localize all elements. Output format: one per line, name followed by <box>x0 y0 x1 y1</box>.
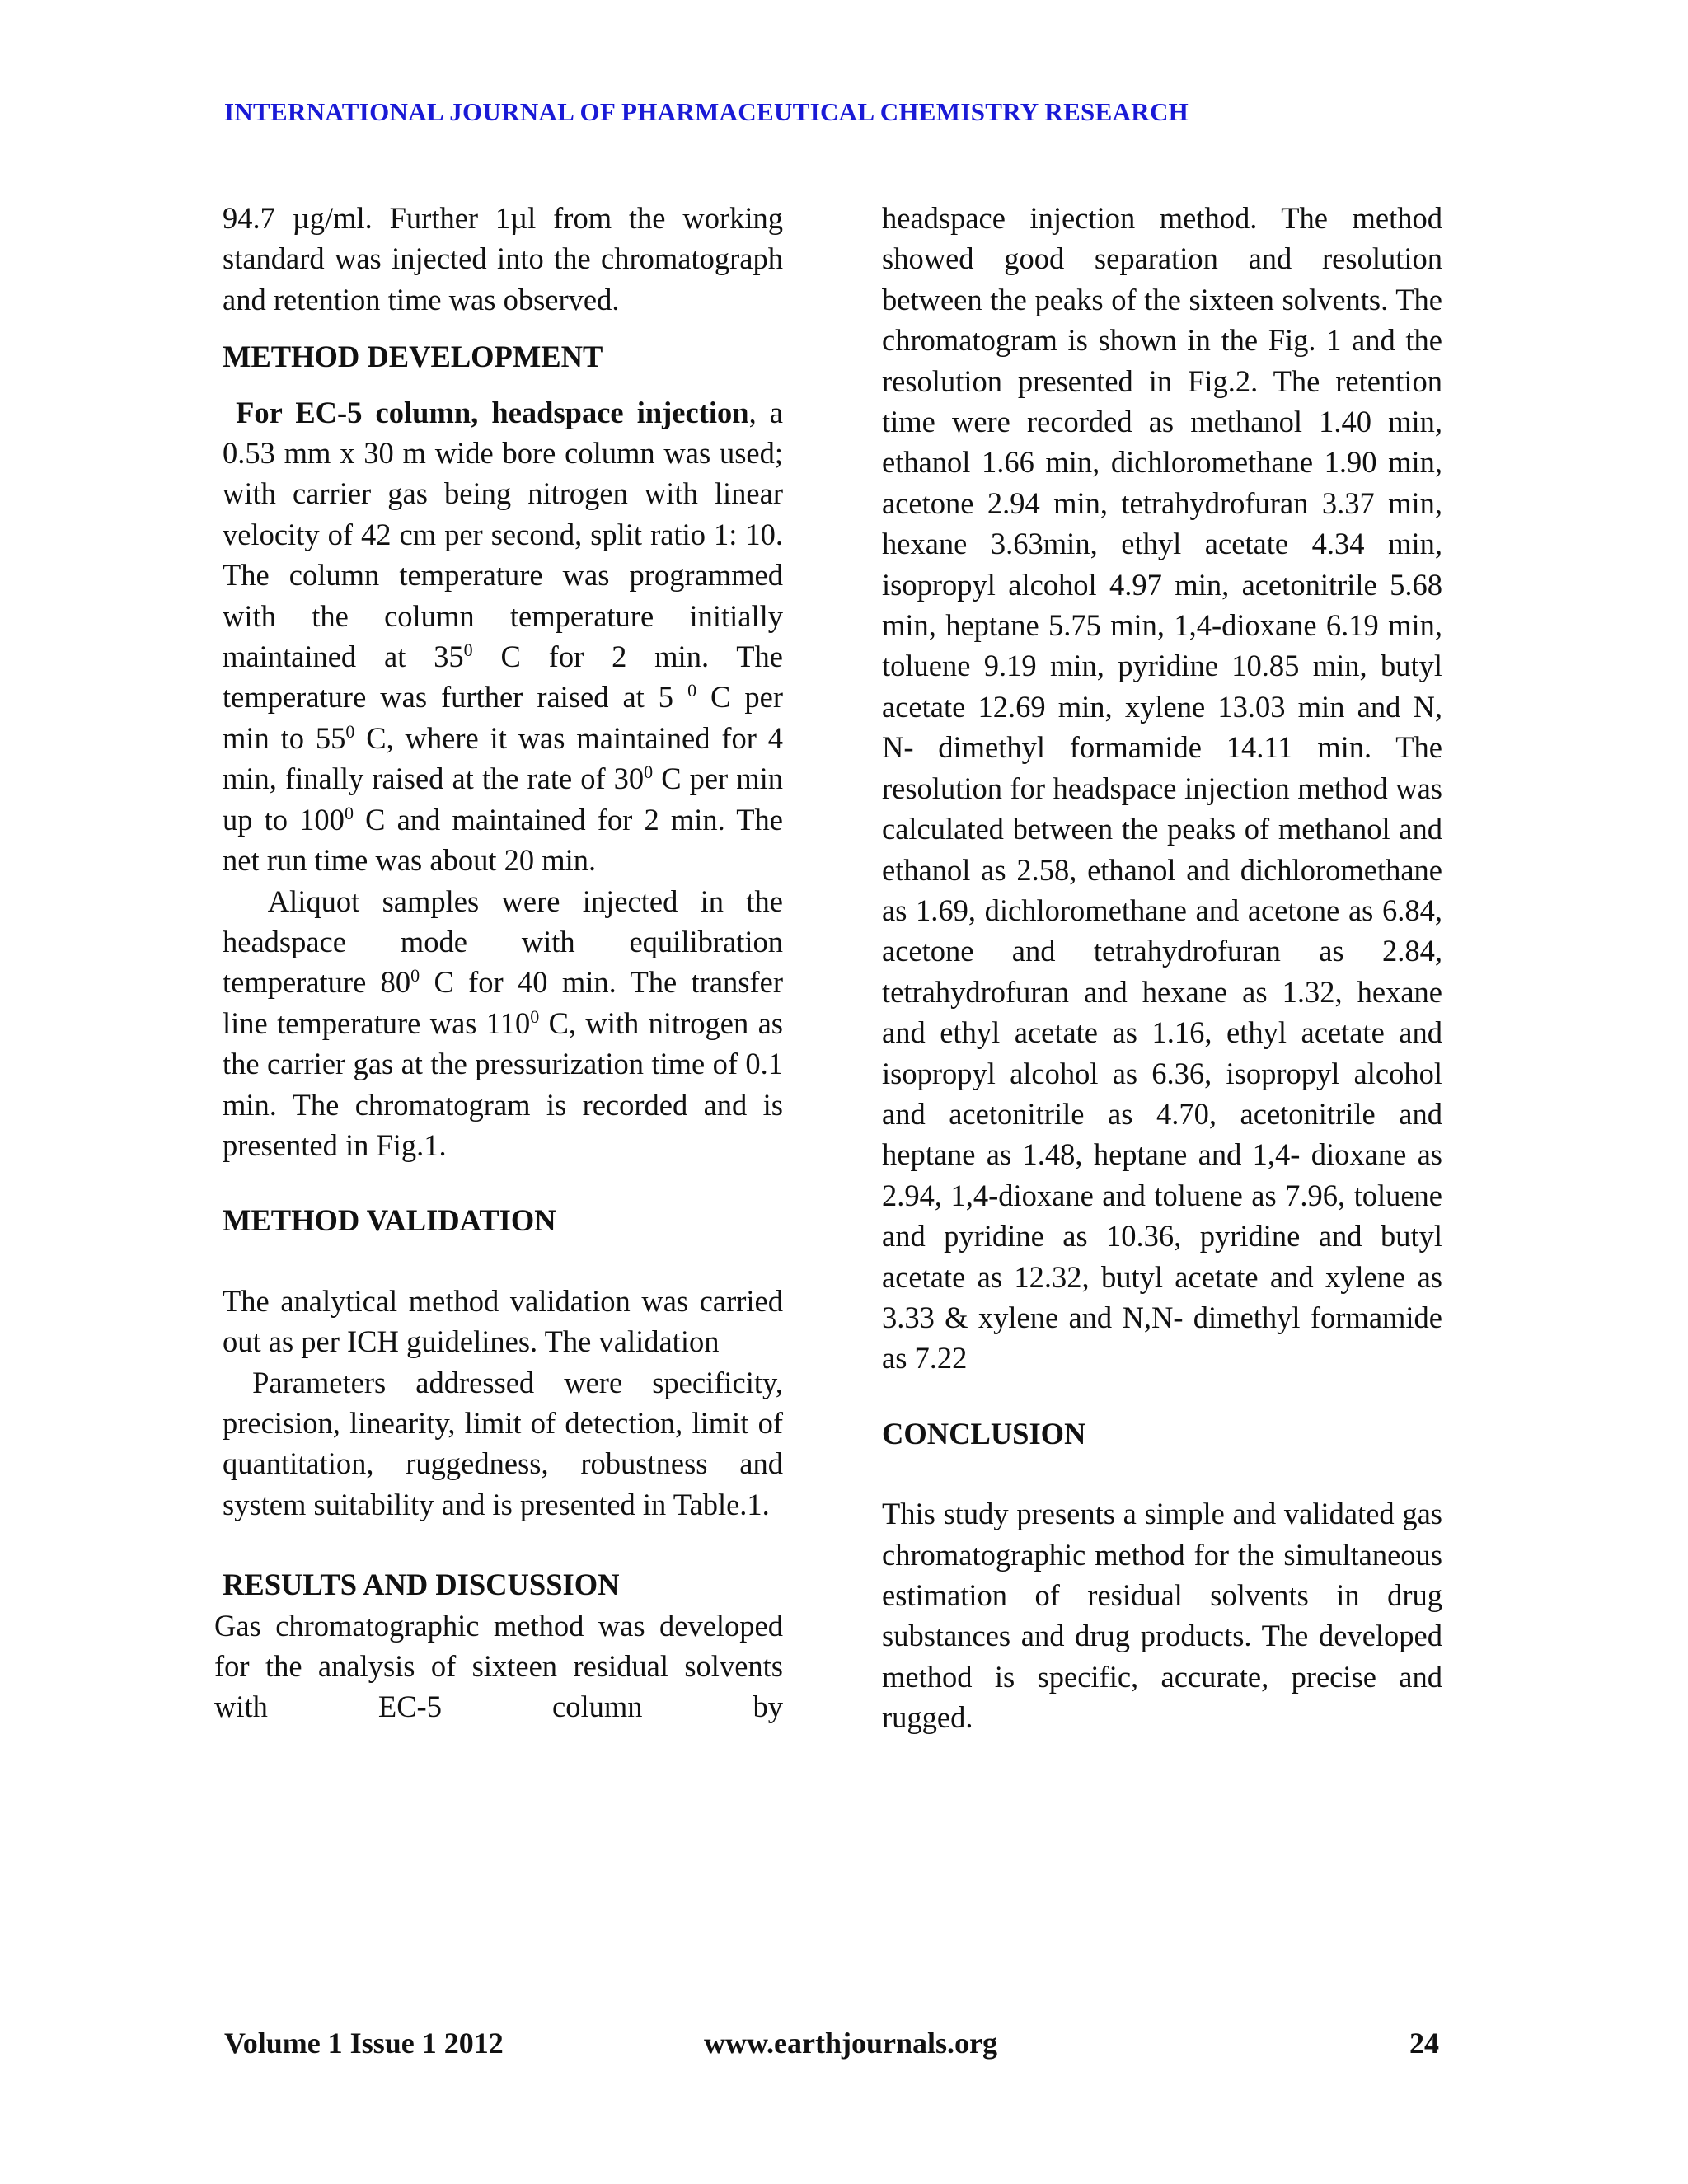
intro-paragraph: 94.7 µg/ml. Further 1µl from the working standard was injected into the chromatograph and retention time was observed. <box>223 201 783 316</box>
right-column <box>882 198 1442 1738</box>
method-development-lead: For EC-5 column, headspace injection <box>236 395 749 429</box>
results-heading: RESULTS AND DISCUSSION <box>223 1568 620 1602</box>
method-development-heading: METHOD DEVELOPMENT <box>223 340 603 374</box>
validation-paragraph-1: The analytical method validation was carried out as per ICH guidelines. The validation <box>223 1283 783 1359</box>
results-paragraph-continued: headspace injection method. The method showed good separation and resolution between the peaks of the sixteen solvents. The chromatogram is shown in the Fig. 1 and the resolution presented in Fig.2. The retention time were recorded as methanol 1.40 min, ethanol 1.66 min, dichloromethane 1.90 min, acetone 2.94 min, tetrahydrofuran 3.37 min, hexane 3.63min, ethyl acetate 4.34 min, isopropyl alcohol 4.97 min, acetonitrile 5.68 min, heptane 5.75 min, 1,4-dioxane 6.19 min, toluene 9.19 min, pyridine 10.85 min, butyl acetate 12.69 min, xylene 13.03 min and N, N- dimethyl formamide 14.11 min. The resolution for headspace injection method was calculated between the peaks of methanol and ethanol as 2.58, ethanol and dichloromethane as 1.69, dichloromethane and acetone as 6.84, acetone and tetrahydrofuran as 2.84, tetrahydrofuran and hexane as 1.32, hexane and ethyl acetate as 1.16, ethyl acetate and isopropyl alcohol as 6.36, isopropyl alcohol and acetonitrile as 4.70, acetonitrile and heptane as 1.48, heptane and 1,4- dioxane as 2.94, 1,4-dioxane and toluene as 7.96, toluene and pyridine as 10.36, pyridine and butyl acetate as 12.32, butyl acetate and xylene as 3.33 & xylene and N,N- dimethyl formamide as 7.22 <box>882 201 1442 1376</box>
conclusion-paragraph: This study presents a simple and validated gas chromatographic method for the simultaneous estimation of residual solvents in drug substances and drug products. The developed method is specific, accurate, precise and rugged. <box>882 1497 1442 1735</box>
conclusion-heading: CONCLUSION <box>882 1416 1086 1451</box>
footer-volume: Volume 1 Issue 1 2012 <box>224 2027 504 2060</box>
footer-website: www.earthjournals.org <box>704 2027 997 2060</box>
footer-page-number: 24 <box>1409 2027 1439 2060</box>
results-paragraph-start: Gas chromatographic method was developed for the analysis of sixteen residual solvents with EC-5 column by <box>214 1608 783 1724</box>
page-footer <box>0 2026 1688 2067</box>
validation-paragraph-2: Parameters addressed were specificity, precision, linearity, limit of detection, limit of quantitation, ruggedness, robustness and system suitability and is presented in Table.1. <box>223 1365 783 1521</box>
left-column <box>214 198 784 1727</box>
method-development-paragraph: For EC-5 column, headspace injection, a 0.53 mm x 30 m wide bore column was used; with carrier gas being nitrogen with linear velocity of 42 cm per second, split ratio 1: 10. The column temperature was programmed with the column temperature initially maintained at $35^0$ C for 2 min. The temperature was further raised at 5 $^0$ C per min to $55^0$ C, where it was maintained for 4 min, finally raised at the rate of $30^0$ C per min up to $100^0$ C and maintained for 2 min. The net run time was about 20 min. <box>223 395 784 878</box>
journal-header: INTERNATIONAL JOURNAL OF PHARMACEUTICAL CHEMISTRY RESEARCH <box>224 97 1189 126</box>
method-validation-heading: METHOD VALIDATION <box>223 1203 556 1238</box>
aliquot-paragraph: Aliquot samples were injected in the headspace mode with equilibration temperature $80^0$ C for 40 min. The transfer line temperature was $110^0$ C, with nitrogen as the carrier gas at the pressurization time of 0.1 min. The chromatogram is recorded and is presented in Fig.1. <box>223 883 783 1162</box>
